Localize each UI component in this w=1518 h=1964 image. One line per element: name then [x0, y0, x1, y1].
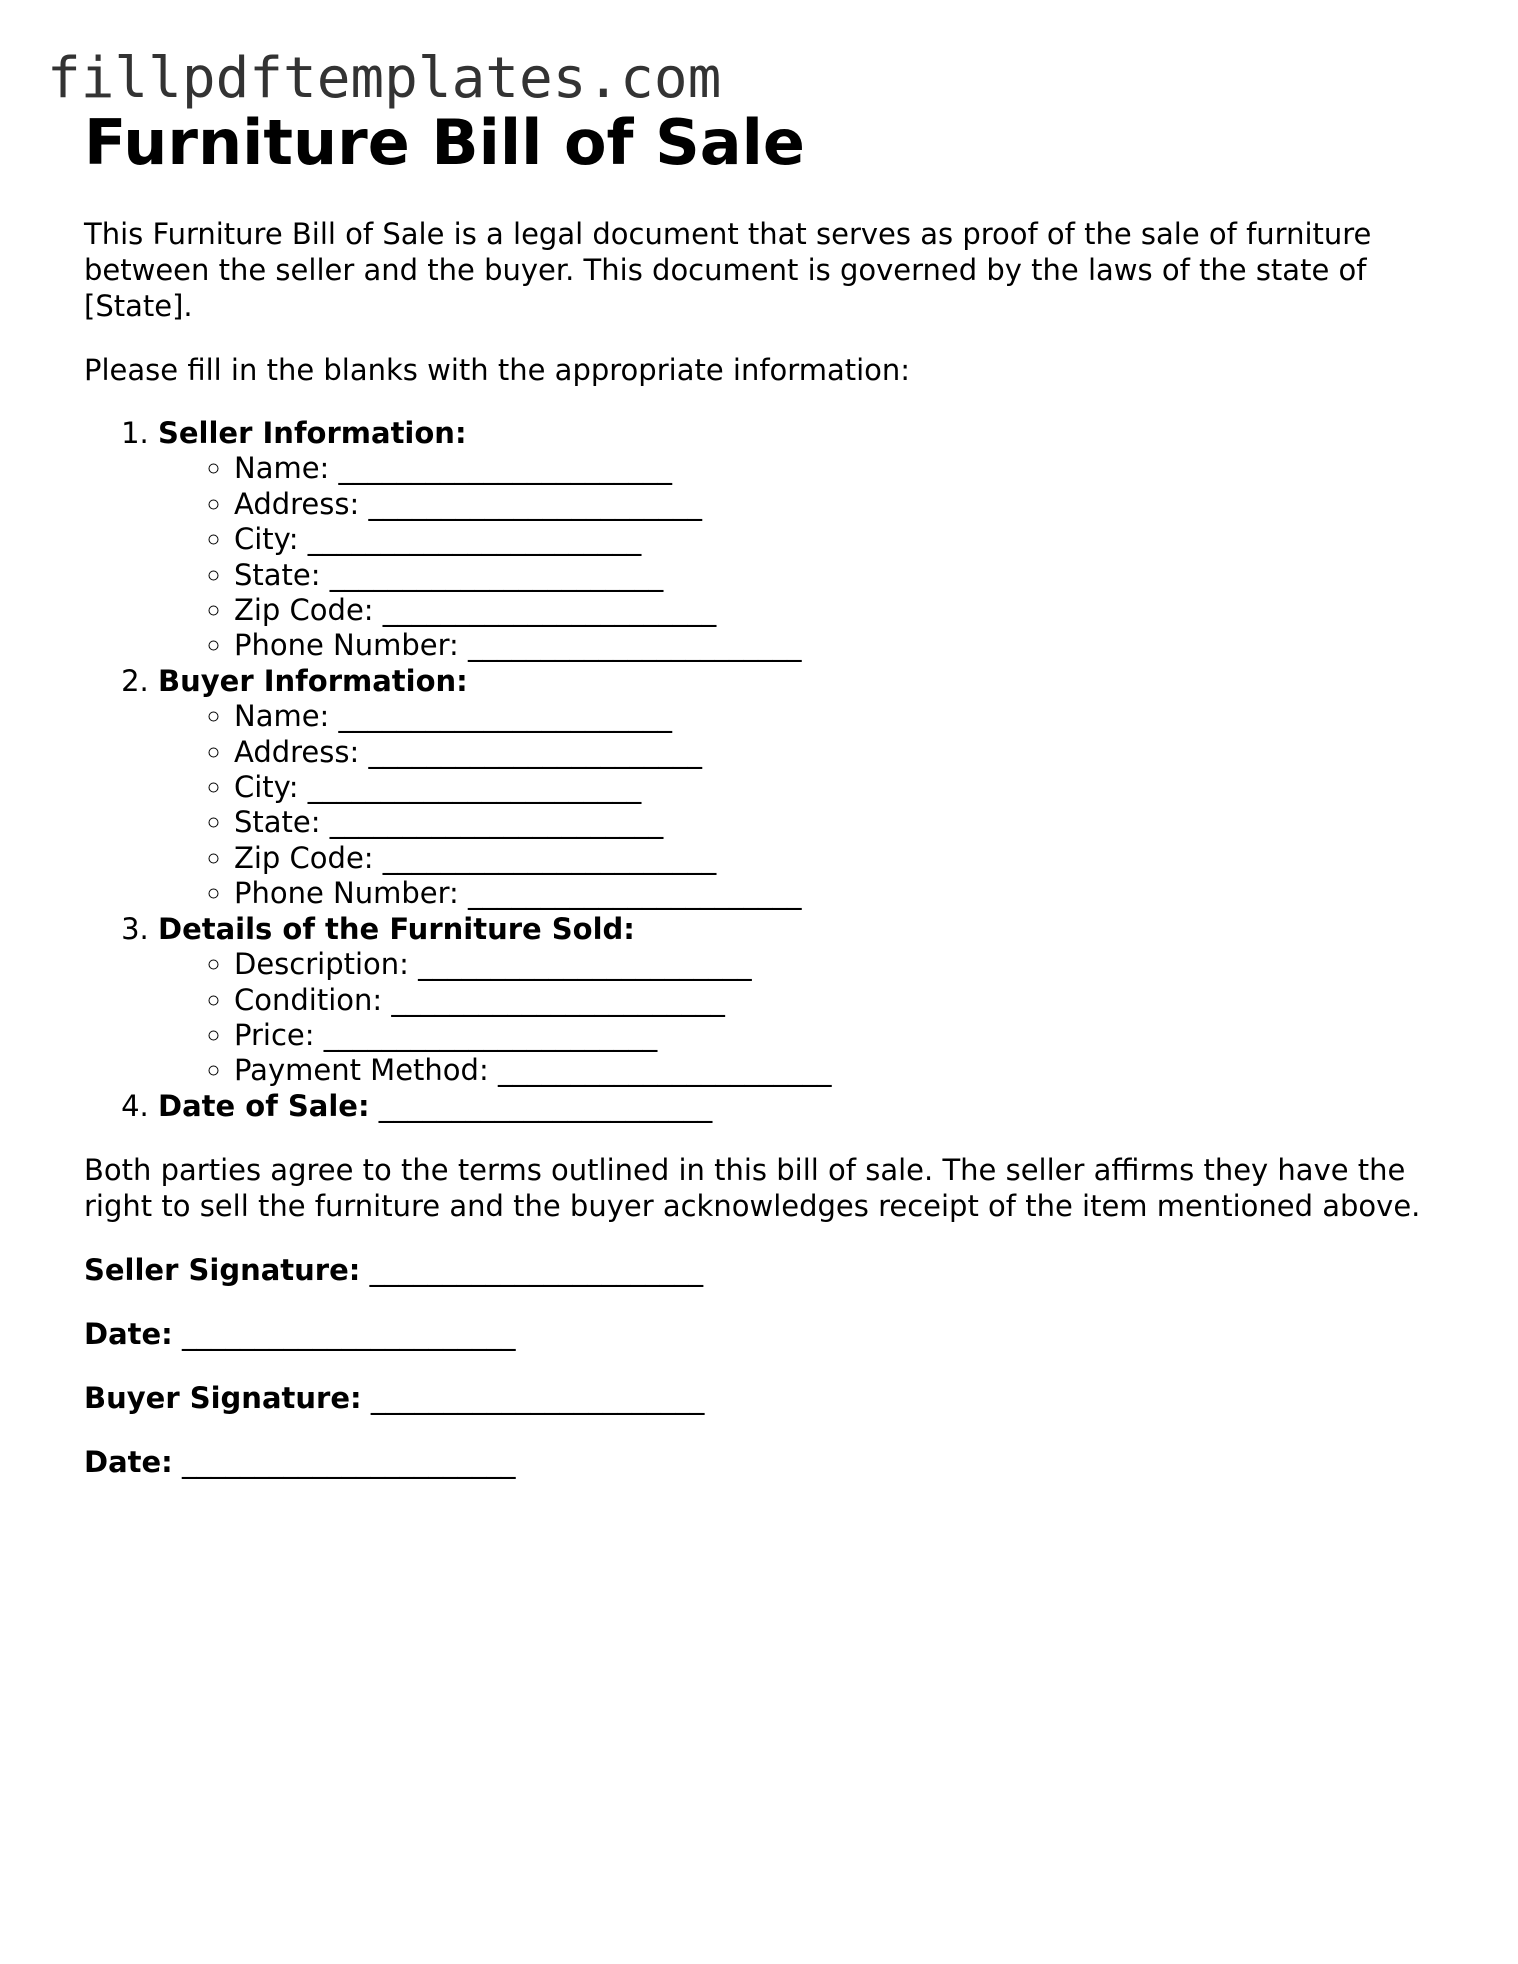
- section-furniture: [158, 912, 1454, 1089]
- field-label: City:: [234, 770, 299, 805]
- instruction-text: Please fill in the blanks with the appropriate information:: [84, 353, 911, 387]
- section-buyer: [158, 664, 1454, 912]
- signature-label: Date:: [84, 1445, 173, 1480]
- field-seller-name: [234, 451, 1454, 486]
- field-buyer-name: [234, 699, 1454, 734]
- field-seller-address: [234, 487, 1454, 522]
- field-label: Address:: [234, 734, 360, 769]
- fill-in-blank[interactable]: _______________________: [378, 1088, 713, 1123]
- fill-in-blank[interactable]: _______________________: [382, 840, 717, 875]
- buyer-date-line: [84, 1444, 1454, 1480]
- fill-in-blank[interactable]: _______________________: [329, 557, 664, 592]
- fill-in-blank[interactable]: _______________________: [370, 1381, 705, 1416]
- signature-label: Buyer Signature:: [84, 1381, 362, 1416]
- field-condition: [234, 983, 1454, 1018]
- buyer-signature-line: [84, 1380, 1454, 1416]
- field-seller-phone: [234, 628, 1454, 663]
- sections-list: [84, 416, 1454, 1124]
- field-label: Name:: [234, 699, 330, 734]
- field-label: Phone Number:: [234, 876, 459, 911]
- seller-fields: [158, 451, 1454, 663]
- field-label: City:: [234, 522, 299, 557]
- intro-paragraph: This Furniture Bill of Sale is a legal document that serves as proof of the sale of furniture between the seller and the buyer. This document is governed by the laws of the state of [State].: [84, 217, 1372, 323]
- field-seller-zip: [234, 593, 1454, 628]
- fill-in-blank[interactable]: _______________________: [182, 1445, 516, 1480]
- section-seller: [158, 416, 1454, 664]
- section-title: Buyer Information:: [158, 663, 468, 698]
- fill-in-blank[interactable]: _______________________: [182, 1317, 516, 1352]
- fill-in-blank[interactable]: _______________________: [368, 486, 702, 521]
- fill-in-blank[interactable]: _______________________: [307, 522, 642, 557]
- fill-in-blank[interactable]: _______________________: [391, 982, 725, 1017]
- fill-in-blank[interactable]: _______________________: [323, 1017, 658, 1052]
- field-buyer-city: [234, 770, 1454, 805]
- field-label: Zip Code:: [234, 593, 374, 628]
- furniture-fields: [158, 947, 1454, 1089]
- fill-in-blank[interactable]: _______________________: [468, 628, 802, 663]
- section-date-of-sale: [158, 1089, 1454, 1124]
- fill-in-blank[interactable]: _______________________: [338, 451, 673, 486]
- fill-in-blank[interactable]: _______________________: [368, 734, 702, 769]
- field-label: Price:: [234, 1017, 315, 1052]
- field-buyer-phone: [234, 876, 1454, 911]
- document-title: Furniture Bill of Sale: [84, 106, 805, 179]
- closing-paragraph: Both parties agree to the terms outlined in this bill of sale. The seller affirms they have the right to sell the furniture and the buyer acknowledges receipt of the item mentioned above.: [84, 1153, 1421, 1224]
- signature-label: Seller Signature:: [84, 1253, 361, 1288]
- section-title: Date of Sale:: [158, 1088, 370, 1123]
- field-payment-method: [234, 1053, 1454, 1088]
- watermark: fillpdftemplates.com: [47, 46, 722, 111]
- seller-date-line: [84, 1316, 1454, 1352]
- field-buyer-zip: [234, 841, 1454, 876]
- seller-signature-line: [84, 1252, 1454, 1288]
- section-title: Details of the Furniture Sold:: [158, 911, 635, 946]
- fill-in-blank[interactable]: _______________________: [307, 770, 642, 805]
- field-label: State:: [234, 805, 321, 840]
- field-label: State:: [234, 557, 321, 592]
- section-title: Seller Information:: [158, 416, 467, 450]
- field-label: Name:: [234, 451, 330, 486]
- field-seller-city: [234, 522, 1454, 557]
- fill-in-blank[interactable]: _______________________: [497, 1053, 832, 1088]
- field-label: Zip Code:: [234, 840, 374, 875]
- fill-in-blank[interactable]: _______________________: [468, 876, 802, 911]
- fill-in-blank[interactable]: _______________________: [418, 947, 752, 982]
- fill-in-blank[interactable]: _______________________: [338, 699, 673, 734]
- field-label: Condition:: [234, 982, 383, 1017]
- field-seller-state: [234, 558, 1454, 593]
- field-label: Payment Method:: [234, 1053, 489, 1088]
- field-buyer-address: [234, 735, 1454, 770]
- fill-in-blank[interactable]: _______________________: [369, 1253, 704, 1288]
- field-label: Description:: [234, 947, 409, 982]
- buyer-fields: [158, 699, 1454, 911]
- field-label: Address:: [234, 486, 360, 521]
- field-label: Phone Number:: [234, 628, 459, 663]
- fill-in-blank[interactable]: _______________________: [382, 593, 717, 628]
- document-page: [84, 104, 1454, 1480]
- field-description: [234, 947, 1454, 982]
- signature-label: Date:: [84, 1317, 173, 1352]
- field-price: [234, 1018, 1454, 1053]
- field-buyer-state: [234, 805, 1454, 840]
- fill-in-blank[interactable]: _______________________: [329, 805, 664, 840]
